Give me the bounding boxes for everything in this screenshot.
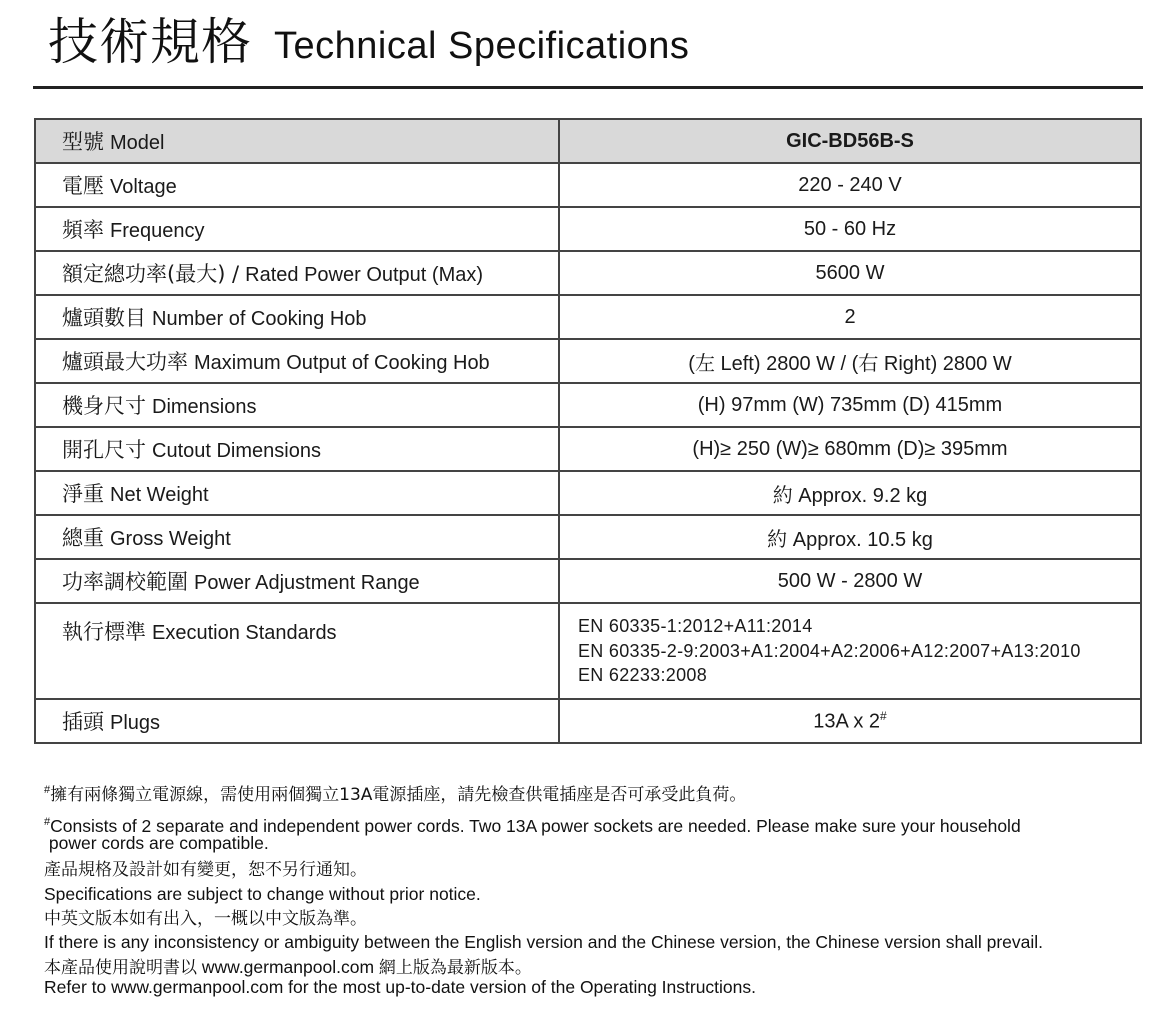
label-zh: 頻率: [62, 218, 104, 242]
row-value: (左 Left) 2800 W / (右 Right) 2800 W: [559, 339, 1141, 383]
row-label: [35, 699, 559, 743]
label-zh: 插頭: [62, 710, 104, 734]
row-label: [35, 515, 559, 559]
label-zh: 電壓: [62, 174, 104, 198]
row-label: [35, 603, 559, 699]
label-zh: 機身尺寸: [62, 394, 146, 418]
label-en: Maximum Output of Cooking Hob: [194, 352, 490, 374]
table-row: [35, 207, 1141, 251]
row-value: 5600 W: [559, 251, 1141, 295]
note-change-en: Specifications are subject to change without prior notice.: [44, 883, 481, 904]
row-label: [35, 251, 559, 295]
label-en: Rated Power Output (Max): [245, 264, 484, 286]
row-value: (H) 97mm (W) 735mm (D) 415mm: [559, 383, 1141, 427]
label-zh: 淨重: [62, 482, 104, 506]
note-text: Consists of 2 separate and independent power cords. Two 13A power sockets are needed. Please make sure your household: [50, 815, 1021, 836]
row-value: 220 - 240 V: [559, 163, 1141, 207]
note-text: 網上版為最新版本。: [378, 957, 532, 978]
label-en: Power Adjustment Range: [194, 572, 420, 594]
note-web-zh: [44, 957, 1154, 979]
plugs-value: 13A x 2: [813, 710, 881, 733]
row-label: [35, 119, 559, 163]
label-en: Execution Standards: [152, 622, 337, 644]
website-link[interactable]: www.germanpool.com: [201, 956, 375, 977]
note-cords-en-cont: power cords are compatible.: [44, 832, 269, 853]
footnotes: [44, 780, 1154, 998]
table-row: [35, 295, 1141, 339]
note-web-en: Refer to www.germanpool.com for the most up-to-date version of the Operating Instructions.: [44, 976, 757, 997]
table-row: [35, 339, 1141, 383]
label-en: Plugs: [110, 712, 161, 734]
standard-line: EN 62233:2008: [578, 665, 708, 686]
label-en: Model: [110, 132, 165, 154]
table-row: [35, 559, 1141, 603]
label-en: Gross Weight: [110, 528, 231, 550]
row-label: [35, 339, 559, 383]
table-row: [35, 471, 1141, 515]
table-row: [35, 163, 1141, 207]
row-value: 約 Approx. 9.2 kg: [559, 471, 1141, 515]
footnote-mark: #: [44, 815, 51, 828]
note-cords-zh: [44, 780, 1154, 806]
row-label: [35, 295, 559, 339]
label-zh: 功率調校範圍: [62, 570, 188, 594]
title-divider: [33, 86, 1143, 89]
label-en: Net Weight: [110, 484, 209, 506]
table-row: [35, 515, 1141, 559]
row-label: [35, 383, 559, 427]
label-zh: 型號: [62, 130, 104, 154]
label-en: Frequency: [110, 220, 205, 242]
row-value: GIC-BD56B-S: [559, 119, 1141, 163]
label-en: Voltage: [110, 176, 177, 198]
table-row-standards: [35, 603, 1141, 699]
label-zh: 爐頭最大功率: [62, 350, 188, 374]
note-version-zh: 中英文版本如有出入，一概以中文版為準。: [44, 908, 367, 929]
row-value: 500 W - 2800 W: [559, 559, 1141, 603]
footnote-mark: #: [44, 784, 51, 796]
row-value: 2: [559, 295, 1141, 339]
note-text: 本產品使用說明書以: [44, 957, 197, 978]
table-row: [35, 251, 1141, 295]
label-en: Cutout Dimensions: [152, 440, 321, 462]
standards-list: [559, 603, 1141, 699]
row-label: [35, 559, 559, 603]
table-row: [35, 427, 1141, 471]
note-version-en: If there is any inconsistency or ambiguity between the English version and the Chinese version, the Chinese version shall prevail.: [44, 931, 1044, 952]
label-zh: 爐頭數目: [62, 306, 146, 330]
note-text: 擁有兩條獨立電源線，需使用兩個獨立13A電源插座，請先檢查供電插座是否可承受此負荷。: [50, 784, 747, 805]
label-zh: 開孔尺寸: [62, 438, 146, 462]
standard-line: EN 60335-2-9:2003+A1:2004+A2:2006+A12:2007+A13:2010: [578, 640, 1081, 661]
table-row-plugs: [35, 699, 1141, 743]
row-label: [35, 207, 559, 251]
page-title-en: Technical Specifications: [274, 25, 690, 67]
table-row: [35, 383, 1141, 427]
note-change-zh: 產品規格及設計如有變更，恕不另行通知。: [44, 859, 367, 880]
label-en: Number of Cooking Hob: [152, 308, 367, 330]
page-title: [48, 12, 689, 74]
table-row: [35, 119, 1141, 163]
label-en: Dimensions: [152, 396, 257, 418]
row-value: 50 - 60 Hz: [559, 207, 1141, 251]
standard-line: EN 60335-1:2012+A11:2014: [578, 616, 813, 637]
row-label: [35, 163, 559, 207]
row-label: [35, 471, 559, 515]
spec-table: [34, 118, 1142, 744]
label-zh: 額定總功率(最大) /: [62, 262, 240, 286]
page-title-zh: 技術規格: [48, 13, 252, 71]
label-zh: 執行標準: [62, 620, 146, 644]
row-value: [559, 699, 1141, 743]
row-value: (H)≥ 250 (W)≥ 680mm (D)≥ 395mm: [559, 427, 1141, 471]
footnote-mark: #: [880, 708, 887, 723]
row-value: 約 Approx. 10.5 kg: [559, 515, 1141, 559]
label-zh: 總重: [62, 526, 104, 550]
row-label: [35, 427, 559, 471]
